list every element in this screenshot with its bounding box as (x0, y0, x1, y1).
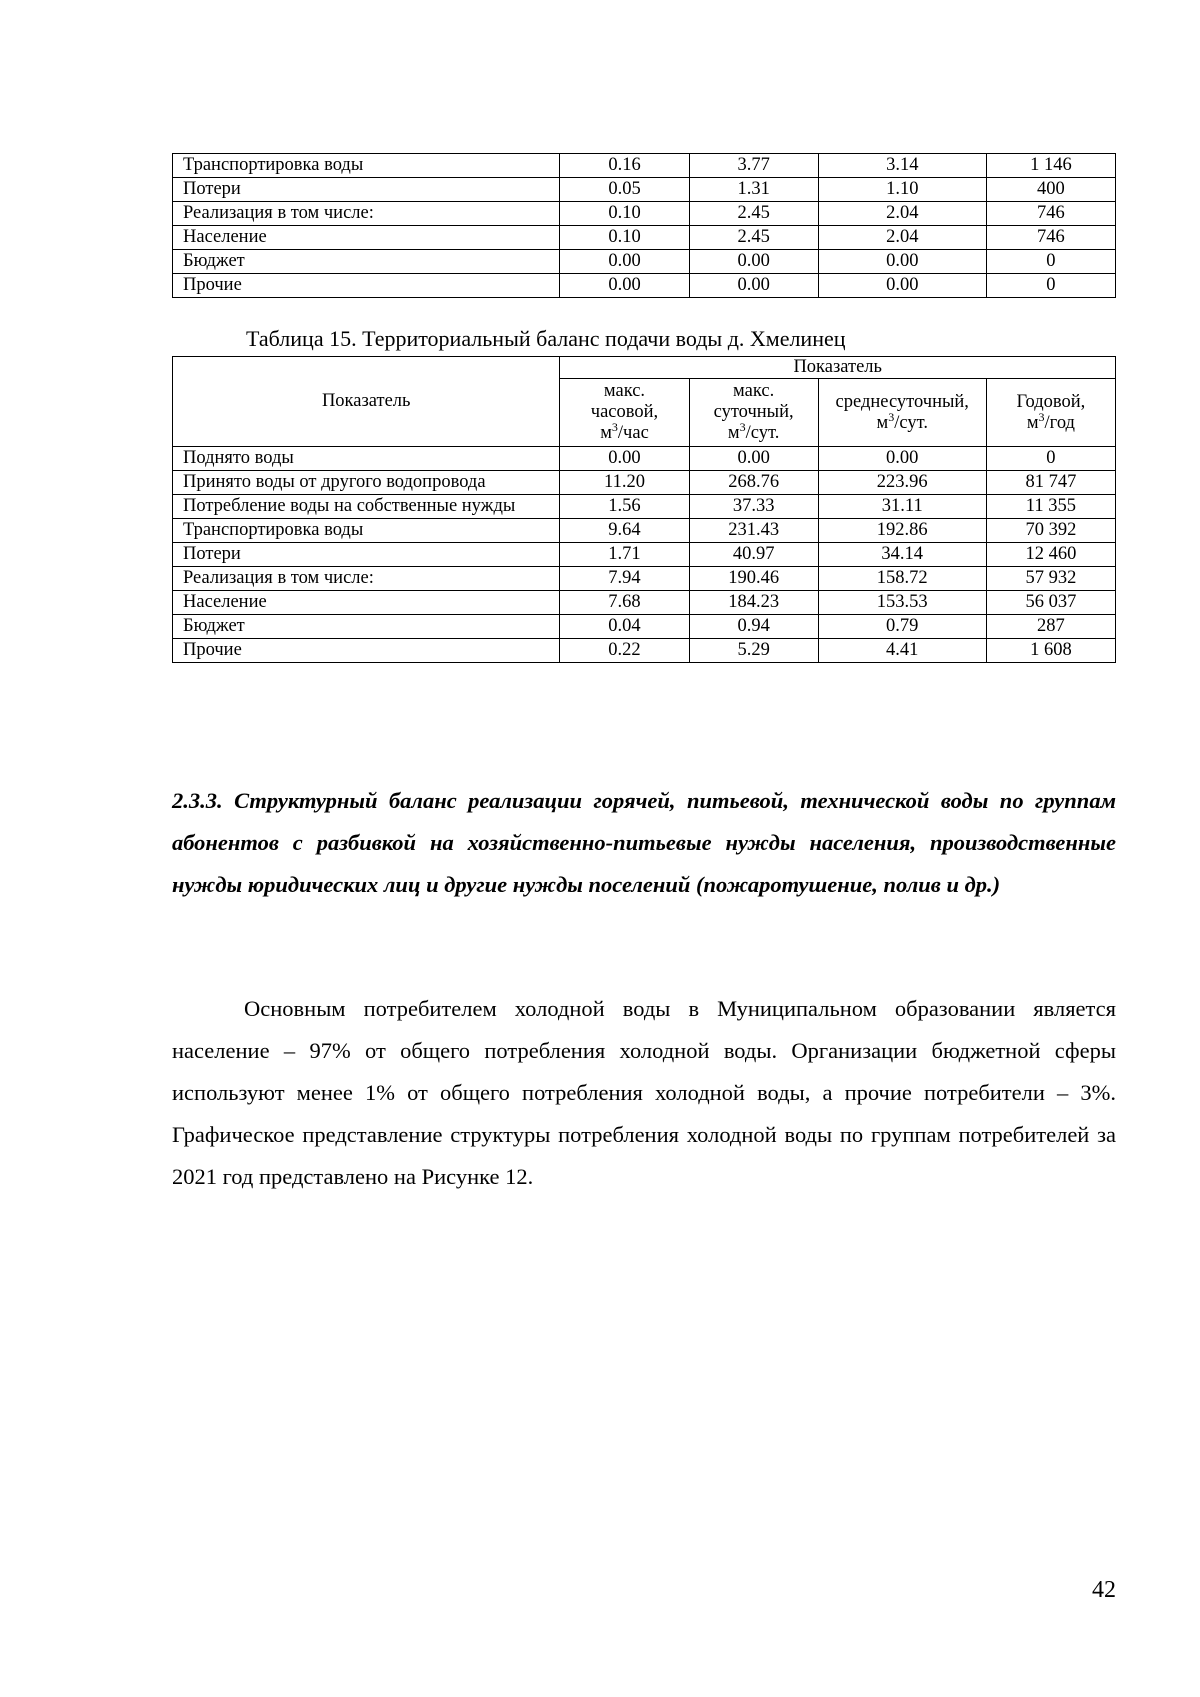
table-row (173, 639, 1116, 663)
value-cell-hourly: 0.00 (560, 274, 689, 298)
header-group: Показатель (560, 357, 1116, 379)
table-row (173, 543, 1116, 567)
table-header-row (173, 357, 1116, 379)
value-cell-hourly: 0.05 (560, 178, 689, 202)
value-cell-daily-avg: 34.14 (818, 543, 986, 567)
header-unit: м (1026, 412, 1039, 433)
row-label-cell: Транспортировка воды (173, 519, 560, 543)
value-cell-hourly: 1.56 (560, 495, 689, 519)
value-cell-annual: 12 460 (986, 543, 1115, 567)
header-text: часовой, (590, 402, 659, 423)
value-cell-daily-max: 40.97 (689, 543, 818, 567)
table-15-body (173, 447, 1116, 663)
value-cell-daily-avg: 1.10 (818, 178, 986, 202)
header-text: суточный, (713, 402, 794, 423)
value-cell-hourly: 0.00 (560, 250, 689, 274)
value-cell-daily-avg: 158.72 (818, 567, 986, 591)
value-cell-daily-max: 0.00 (689, 447, 818, 471)
value-cell-daily-max: 3.77 (689, 154, 818, 178)
table-15-header (173, 357, 1116, 447)
row-label-cell: Реализация в том числе: (173, 567, 560, 591)
row-label-cell: Принято воды от другого водопровода (173, 471, 560, 495)
value-cell-annual: 56 037 (986, 591, 1115, 615)
row-label-cell: Потери (173, 543, 560, 567)
body-paragraph: Основным потребителем холодной воды в Муниципальном образовании является население – 97% от общего потребления холодной воды. Организации бюджетной сферы используют менее 1% от общего потребления холодной воды, а прочие потребители – 3%. Графическое представление структуры потребления холодной воды по группам потребителей за 2021 год представлено на Рисунке 12. (172, 996, 1116, 1189)
value-cell-annual: 1 608 (986, 639, 1115, 663)
value-cell-hourly: 11.20 (560, 471, 689, 495)
table-row (173, 202, 1116, 226)
header-text: макс. (603, 380, 646, 401)
value-cell-annual: 11 355 (986, 495, 1115, 519)
table-row (173, 591, 1116, 615)
header-daily-average (818, 379, 986, 447)
table-row (173, 567, 1116, 591)
section-heading: 2.3.3. Структурный баланс реализации горячей, питьевой, технической воды по группам абонентов с разбивкой на хозяйственно-питьевые нужды населения, производственные нужды юридических лиц и другие нужды поселений (пожаротушение, полив и др.) (172, 788, 1116, 897)
header-indicator: Показатель (173, 357, 560, 447)
table-row (173, 471, 1116, 495)
header-unit: м (727, 423, 740, 444)
value-cell-annual: 0 (986, 274, 1115, 298)
value-cell-daily-max: 0.94 (689, 615, 818, 639)
value-cell-daily-max: 0.00 (689, 250, 818, 274)
value-cell-daily-max: 2.45 (689, 202, 818, 226)
header-text: Годовой, (1016, 391, 1086, 412)
header-text: среднесуточный, (835, 391, 969, 412)
table-row (173, 178, 1116, 202)
page-number: 42 (1092, 1577, 1116, 1603)
value-cell-daily-avg: 2.04 (818, 202, 986, 226)
value-cell-hourly: 0.22 (560, 639, 689, 663)
value-cell-annual: 746 (986, 226, 1115, 250)
value-cell-daily-avg: 0.79 (818, 615, 986, 639)
row-label-cell: Бюджет (173, 250, 560, 274)
row-label-cell: Бюджет (173, 615, 560, 639)
table-15 (172, 356, 1116, 663)
header-unit: м (600, 423, 612, 444)
value-cell-hourly: 1.71 (560, 543, 689, 567)
value-cell-annual: 0 (986, 447, 1115, 471)
row-label-cell: Потери (173, 178, 560, 202)
value-cell-daily-avg: 0.00 (818, 447, 986, 471)
value-cell-hourly: 7.94 (560, 567, 689, 591)
row-label-cell: Поднято воды (173, 447, 560, 471)
value-cell-annual: 400 (986, 178, 1115, 202)
header-text: макс. (733, 380, 775, 401)
table-row (173, 226, 1116, 250)
header-unit: /сут. (745, 423, 780, 444)
value-cell-daily-avg: 31.11 (818, 495, 986, 519)
table-15-caption: Таблица 15. Территориальный баланс подачи воды д. Хмелинец (246, 326, 846, 351)
unit-exponent: 3 (1038, 409, 1045, 424)
header-unit: /час (617, 423, 649, 444)
value-cell-daily-avg: 2.04 (818, 226, 986, 250)
value-cell-daily-avg: 192.86 (818, 519, 986, 543)
value-cell-daily-avg: 0.00 (818, 274, 986, 298)
row-label-cell: Транспортировка воды (173, 154, 560, 178)
header-unit: м (876, 412, 889, 433)
unit-exponent: 3 (611, 420, 618, 435)
value-cell-hourly: 0.04 (560, 615, 689, 639)
value-cell-hourly: 0.10 (560, 202, 689, 226)
table-row (173, 154, 1116, 178)
value-cell-daily-max: 2.45 (689, 226, 818, 250)
value-cell-daily-max: 5.29 (689, 639, 818, 663)
value-cell-daily-avg: 153.53 (818, 591, 986, 615)
value-cell-daily-max: 190.46 (689, 567, 818, 591)
value-cell-annual: 70 392 (986, 519, 1115, 543)
row-label-cell: Прочие (173, 639, 560, 663)
unit-exponent: 3 (739, 420, 746, 435)
value-cell-daily-max: 184.23 (689, 591, 818, 615)
header-max-daily (689, 379, 818, 447)
value-cell-daily-max: 0.00 (689, 274, 818, 298)
value-cell-daily-max: 231.43 (689, 519, 818, 543)
value-cell-daily-max: 37.33 (689, 495, 818, 519)
row-label-cell: Прочие (173, 274, 560, 298)
value-cell-hourly: 0.16 (560, 154, 689, 178)
value-cell-annual: 1 146 (986, 154, 1115, 178)
header-max-hourly (560, 379, 689, 447)
previous-balance-table (172, 153, 1116, 298)
value-cell-daily-avg: 3.14 (818, 154, 986, 178)
value-cell-daily-avg: 223.96 (818, 471, 986, 495)
row-label-cell: Реализация в том числе: (173, 202, 560, 226)
value-cell-annual: 81 747 (986, 471, 1115, 495)
value-cell-daily-max: 268.76 (689, 471, 818, 495)
value-cell-daily-avg: 0.00 (818, 250, 986, 274)
header-unit: /год (1044, 412, 1075, 433)
unit-exponent: 3 (888, 409, 895, 424)
value-cell-annual: 57 932 (986, 567, 1115, 591)
value-cell-hourly: 0.10 (560, 226, 689, 250)
value-cell-annual: 287 (986, 615, 1115, 639)
value-cell-hourly: 7.68 (560, 591, 689, 615)
table-row (173, 447, 1116, 471)
table-row (173, 615, 1116, 639)
row-label-cell: Население (173, 591, 560, 615)
table-row (173, 274, 1116, 298)
value-cell-annual: 0 (986, 250, 1115, 274)
row-label-cell: Потребление воды на собственные нужды (173, 495, 560, 519)
table-row (173, 519, 1116, 543)
table-row (173, 495, 1116, 519)
value-cell-daily-avg: 4.41 (818, 639, 986, 663)
value-cell-daily-max: 1.31 (689, 178, 818, 202)
header-unit: /сут. (894, 412, 928, 433)
row-label-cell: Население (173, 226, 560, 250)
table-row (173, 250, 1116, 274)
value-cell-annual: 746 (986, 202, 1115, 226)
previous-balance-table-body (173, 154, 1116, 298)
header-annual (986, 379, 1115, 447)
value-cell-hourly: 0.00 (560, 447, 689, 471)
value-cell-hourly: 9.64 (560, 519, 689, 543)
